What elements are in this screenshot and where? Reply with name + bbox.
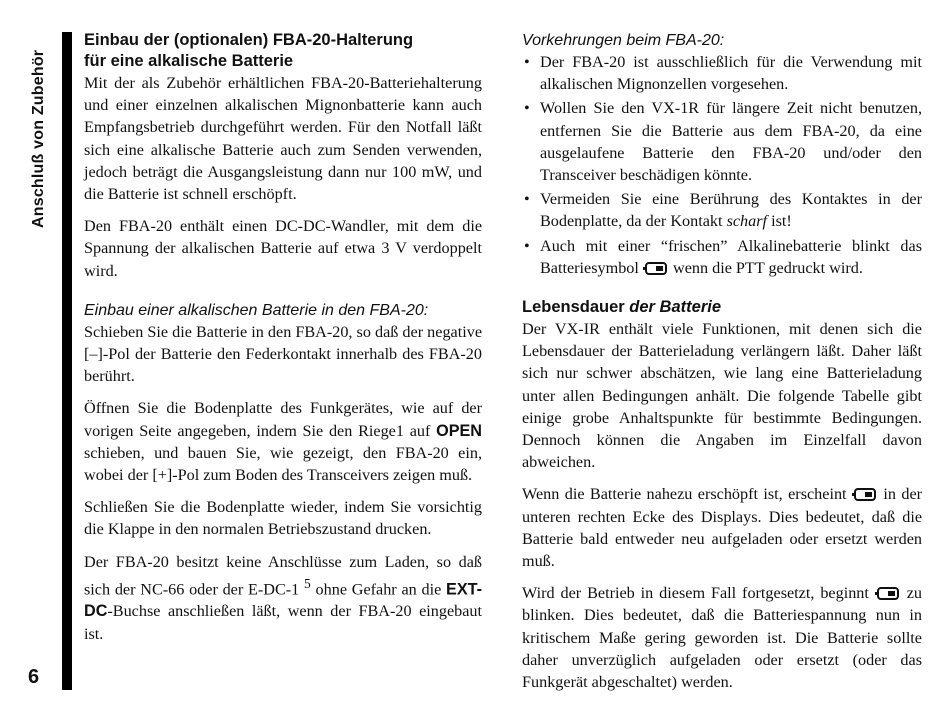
battery-icon <box>854 488 876 501</box>
page-number: 6 <box>28 666 40 688</box>
subheading-precautions: Vorkehrungen beim FBA-20: <box>522 32 725 49</box>
precautions-list <box>522 51 922 279</box>
list-item <box>522 235 922 279</box>
p2-text-b: in der unteren rechten Ecke des Displays. Dies bedeutet, daß die Batterie bald entweder neu aufgeladen oder ersetzt werden muß. <box>522 485 923 571</box>
list-item: • Wollen Sie den VX-1R für längere Zeit nicht benutzen, entfernen Sie die Batterie aus dem FBA-20, da eine ausgelaufene Batterie den FBA-20 und/oder den Transceiver beschädigen könnte. <box>522 97 922 186</box>
b4-text-b: wenn die PTT gedruckt wird. <box>673 258 863 277</box>
heading-part-b: der Batterie <box>629 298 721 317</box>
paragraph-intro: Mit der als Zubehör erhältlichen FBA-20-Batteriehalterung und einer einzelnen alkalischen Mignonbatterie kann auch Empfangsbetrieb durchgeführt werden. Für den Notfall läßt sich eine alkalische Batterie auch zum Senden verwenden, jedoch beträgt die Ausgangsleistung dann nur 100 mW, und die Batterie ist schnell erschöpft. <box>84 74 482 204</box>
paragraph-close-bottom: Schließen Sie die Bodenplatte wieder, indem Sie vorsichtig die Klappe in den normalen Betriebszustand drucken. <box>84 498 482 539</box>
open-keyword: OPEN <box>436 421 482 440</box>
paragraph-low-battery <box>522 483 922 572</box>
b4-text-a: Auch mit einer “frischen” Alkalinebatterie blinkt das Batteriesymbol <box>540 236 922 277</box>
section-heading-battery-life <box>522 297 922 318</box>
side-chapter-title-text: Anschluß von Zubehör <box>30 49 47 228</box>
battery-icon <box>877 587 899 600</box>
left-column <box>84 30 482 655</box>
paragraph-open-bottom <box>84 397 482 486</box>
paragraph-insert-battery: Schieben Sie die Batterie in den FBA-20, so daß der negative [–]-Pol der Batterie den Federkontakt innerhalb des FBA-20 berührt. <box>84 322 482 386</box>
paragraph-critical-battery <box>522 582 922 693</box>
heading-part-a: Lebensdauer <box>522 298 630 317</box>
p2-text-a: Wenn die Batterie nahezu erschöpft ist, erscheint <box>522 485 847 504</box>
p6-text-b: ohne Gefahr an die <box>310 580 447 599</box>
list-item <box>522 188 922 232</box>
heading-line-1: Einbau der (optionalen) FBA-20-Halterung <box>84 31 414 49</box>
ext-dc-keyword: EXT-DC <box>84 580 482 621</box>
paragraph-dc-dc: Den FBA-20 enthält einen DC-DC-Wandler, mit dem die Spannung der alkalischen Batterie auf etwa 3 V verdoppelt wird. <box>84 217 482 280</box>
p3-text-b: zu blinken. Dies bedeutet, daß die Batteriespannung nun in kritischem Maße gering geworden ist. Die Batterie sollte daher unverzüglich aufgeladen oder ersetzt (oder das Funkgerät abgeschaltet) werden. <box>522 584 923 692</box>
subheading-install: Einbau einer alkalischen Batterie in den FBA-20: <box>84 301 429 319</box>
heading-line-2: für eine alkalische Batterie <box>84 52 294 70</box>
paragraph-no-charging <box>84 551 482 645</box>
footnote-mark: 5 <box>304 575 311 591</box>
section-heading-fba20 <box>84 30 482 72</box>
p4-text-b: schieben, und bauen Sie, wie gezeigt, den FBA-20 ein, wobei der [+]-Pol zum Boden des Transceivers zeigen muß. <box>84 443 482 485</box>
p4-text-a: Öffnen Sie die Bodenplatte des Funkgerätes, wie auf der vorigen Seite angegeben, indem Sie den Riege1 auf <box>84 399 482 440</box>
b3-emphasis: scharf <box>726 212 768 231</box>
p6-text-a: Der FBA-20 besitzt keine Anschlüsse zum Laden, so daß sich der NC-66 oder der E-DC-1 <box>84 552 482 599</box>
battery-icon <box>645 262 667 275</box>
p3-text-a: Wird der Betrieb in diesem Fall fortgesetzt, beginnt <box>522 584 869 603</box>
right-column <box>522 30 922 703</box>
chapter-bar <box>62 32 72 690</box>
paragraph-battery-life: Der VX-IR enthält viele Funktionen, mit denen sich die Lebensdauer der Batterieladung verlängern läßt. Daher läßt sich nur schwer abschätzen, wie lang eine Batterieladung unter allen Bedingungen anhält. Die folgende Tabelle gibt einige grobe Anhaltspunkte für bestimmte Bedingungen. Dennoch können die Angaben im Einzelfall davon abweichen. <box>522 320 922 472</box>
b3-text-a: Vermeiden Sie eine Berührung des Kontaktes in der Bodenplatte, da der Kontakt <box>540 190 922 231</box>
b3-text-b: ist! <box>767 212 792 231</box>
list-item: • Der FBA-20 ist ausschließlich für die Verwendung mit alkalischen Mignonzellen vorgesehen. <box>522 51 922 95</box>
side-chapter-title <box>28 30 54 230</box>
p6-text-c: -Buchse anschließen läßt, wenn der FBA-20 eingebaut ist. <box>84 602 482 643</box>
